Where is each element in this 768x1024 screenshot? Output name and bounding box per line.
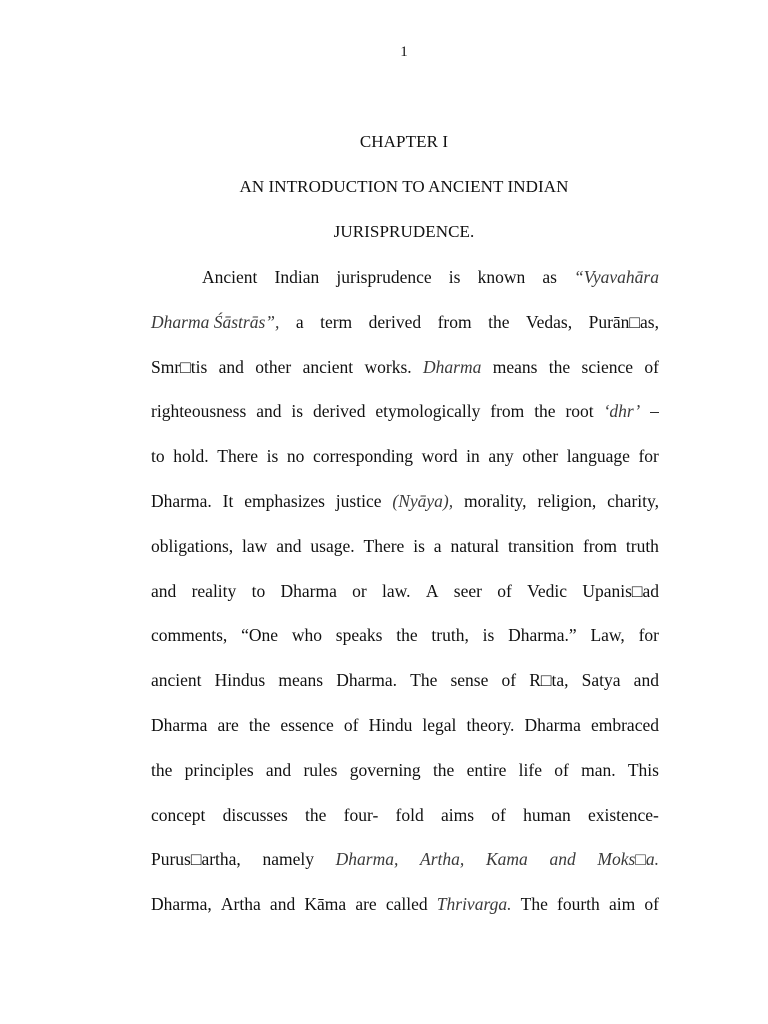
word: and bbox=[633, 670, 659, 691]
word: There bbox=[217, 446, 259, 467]
word: and bbox=[218, 356, 244, 377]
word: of bbox=[497, 580, 512, 601]
word: root bbox=[565, 401, 594, 422]
word: language bbox=[566, 446, 630, 467]
paragraph-line bbox=[151, 396, 659, 441]
word: seer bbox=[453, 580, 482, 601]
word: R□ta, bbox=[529, 670, 569, 691]
word: morality, bbox=[464, 490, 527, 511]
word: the bbox=[432, 759, 455, 780]
word: of bbox=[644, 356, 659, 377]
word: existence- bbox=[587, 804, 659, 825]
italic-word: (Nyāya), bbox=[392, 490, 454, 511]
word: are bbox=[217, 714, 239, 735]
body-paragraph bbox=[151, 262, 659, 934]
word: is bbox=[448, 267, 461, 287]
italic-word: “Vyavahāra bbox=[574, 267, 659, 287]
word: namely bbox=[262, 849, 314, 870]
word: The bbox=[410, 670, 438, 691]
word: Indian bbox=[274, 267, 320, 287]
word: religion, bbox=[537, 490, 597, 511]
paragraph-line bbox=[151, 710, 659, 755]
word: This bbox=[627, 759, 659, 780]
word: the bbox=[396, 625, 418, 646]
word: of bbox=[554, 759, 569, 780]
word: transition bbox=[507, 535, 575, 556]
word: for bbox=[638, 446, 659, 467]
page-number: 1 bbox=[400, 44, 408, 60]
word: etymologically bbox=[375, 401, 481, 422]
word: aims bbox=[440, 804, 475, 825]
word: derived bbox=[312, 401, 366, 422]
italic-word: ‘dhr’ bbox=[603, 401, 641, 422]
word: a bbox=[433, 535, 442, 556]
italic-word: Dharma, bbox=[335, 849, 399, 870]
word: rules bbox=[303, 759, 338, 780]
word: from bbox=[582, 535, 617, 556]
word: no bbox=[286, 446, 305, 467]
word: Vedas, bbox=[525, 311, 573, 332]
word: concept bbox=[151, 804, 206, 825]
word: is bbox=[266, 446, 279, 467]
paragraph-line bbox=[151, 889, 659, 934]
word: the bbox=[548, 356, 571, 377]
word: the bbox=[151, 759, 173, 780]
word: law bbox=[242, 535, 268, 556]
paragraph-line bbox=[151, 352, 659, 397]
word: There bbox=[363, 535, 405, 556]
word: Dharma. bbox=[151, 490, 212, 511]
word: Hindus bbox=[214, 670, 266, 691]
word: the bbox=[248, 714, 271, 735]
word: Smr□tis bbox=[151, 356, 208, 377]
word: the bbox=[534, 401, 556, 422]
word: aim bbox=[608, 894, 636, 915]
word: is bbox=[291, 401, 304, 422]
word: Purān□as, bbox=[588, 311, 659, 332]
word: discusses bbox=[222, 804, 288, 825]
paragraph-line bbox=[151, 531, 659, 576]
word: to bbox=[151, 446, 165, 467]
word: theory. bbox=[466, 714, 515, 735]
word: science bbox=[581, 356, 634, 377]
word: as bbox=[542, 267, 557, 287]
word: justice bbox=[335, 490, 382, 511]
word: the bbox=[488, 311, 510, 332]
word: corresponding bbox=[312, 446, 414, 467]
word: Dharma.” bbox=[508, 625, 577, 646]
paragraph-line bbox=[151, 755, 659, 800]
word: obligations, bbox=[151, 535, 234, 556]
word: reality bbox=[191, 580, 237, 601]
word: emphasizes bbox=[244, 490, 325, 511]
word: and bbox=[151, 580, 177, 601]
word: righteousness bbox=[151, 401, 247, 422]
word: Dharma bbox=[524, 714, 581, 735]
word: derived bbox=[368, 311, 422, 332]
word: Upanis□ad bbox=[582, 580, 659, 601]
word: man. bbox=[581, 759, 616, 780]
word: word bbox=[421, 446, 458, 467]
word: Satya bbox=[581, 670, 621, 691]
paragraph-line bbox=[151, 576, 659, 621]
word: other bbox=[255, 356, 292, 377]
word: fourth bbox=[557, 894, 600, 915]
word: from bbox=[490, 401, 525, 422]
word: Law, bbox=[590, 625, 625, 646]
italic-word: Dharma Śāstrās”, bbox=[151, 311, 280, 332]
word: Hindu bbox=[368, 714, 413, 735]
word: or bbox=[352, 580, 367, 601]
word: known bbox=[477, 267, 526, 287]
word: fold bbox=[395, 804, 424, 825]
word: are bbox=[355, 894, 377, 915]
word: for bbox=[638, 625, 659, 646]
word: and bbox=[276, 535, 302, 556]
word: Purus□artha, bbox=[151, 849, 241, 870]
word: is bbox=[413, 535, 425, 556]
word: legal bbox=[422, 714, 457, 735]
word: of bbox=[343, 714, 359, 735]
word: charity, bbox=[607, 490, 659, 511]
word: ancient bbox=[302, 356, 354, 377]
word: A bbox=[425, 580, 439, 601]
word: life bbox=[518, 759, 542, 780]
italic-word: Dharma bbox=[423, 356, 482, 377]
paragraph-line bbox=[151, 665, 659, 710]
word: It bbox=[222, 490, 234, 511]
word: who bbox=[291, 625, 322, 646]
word: Kāma bbox=[304, 894, 347, 915]
word: “One bbox=[241, 625, 279, 646]
word: principles bbox=[184, 759, 254, 780]
word: to bbox=[251, 580, 266, 601]
word: term bbox=[320, 311, 353, 332]
word: and bbox=[265, 759, 292, 780]
word: means bbox=[278, 670, 324, 691]
word: truth, bbox=[431, 625, 469, 646]
word: truth bbox=[625, 535, 659, 556]
chapter-title-line-2: JURISPRUDENCE. bbox=[333, 222, 475, 241]
word: and bbox=[269, 894, 296, 915]
word: Dharma bbox=[280, 580, 337, 601]
word: any bbox=[488, 446, 514, 467]
italic-word: Kama bbox=[485, 849, 528, 870]
word: Ancient bbox=[202, 267, 258, 287]
word: human bbox=[523, 804, 571, 825]
word: works. bbox=[364, 356, 412, 377]
paragraph-line bbox=[151, 262, 659, 307]
word: governing bbox=[349, 759, 421, 780]
word: law. bbox=[382, 580, 411, 601]
italic-word: Moks□a. bbox=[597, 849, 659, 870]
word: other bbox=[522, 446, 559, 467]
word: The bbox=[520, 894, 548, 915]
chapter-heading: CHAPTER I bbox=[359, 132, 449, 151]
word: sense bbox=[450, 670, 489, 691]
word: and bbox=[256, 401, 282, 422]
word: a bbox=[295, 311, 304, 332]
word: comments, bbox=[151, 625, 228, 646]
word: natural bbox=[450, 535, 500, 556]
paragraph-line bbox=[151, 620, 659, 665]
word: jurisprudence bbox=[336, 267, 432, 287]
word: Dharma bbox=[151, 714, 208, 735]
word: of bbox=[644, 894, 659, 915]
word: – bbox=[650, 401, 659, 422]
word: Artha bbox=[220, 894, 261, 915]
word: essence bbox=[280, 714, 334, 735]
italic-word: and bbox=[549, 849, 576, 870]
paragraph-line bbox=[151, 441, 659, 486]
paragraph-line bbox=[151, 800, 659, 845]
word: is bbox=[482, 625, 495, 646]
word: from bbox=[437, 311, 472, 332]
chapter-title-line-1: AN INTRODUCTION TO ANCIENT INDIAN bbox=[239, 177, 569, 196]
word: Dharma. bbox=[336, 670, 397, 691]
word: usage. bbox=[310, 535, 355, 556]
paragraph-line bbox=[151, 844, 659, 889]
word: Dharma, bbox=[151, 894, 212, 915]
word: embraced bbox=[590, 714, 659, 735]
word: ancient bbox=[151, 670, 202, 691]
word: entire bbox=[466, 759, 507, 780]
word: of bbox=[501, 670, 517, 691]
word: Vedic bbox=[527, 580, 568, 601]
paragraph-line bbox=[151, 486, 659, 531]
word: of bbox=[491, 804, 506, 825]
word: hold. bbox=[173, 446, 209, 467]
word: in bbox=[466, 446, 480, 467]
word: means bbox=[492, 356, 538, 377]
word: the bbox=[305, 804, 327, 825]
word: called bbox=[385, 894, 428, 915]
paragraph-line bbox=[151, 307, 659, 352]
word: four- bbox=[343, 804, 379, 825]
italic-word: Artha, bbox=[420, 849, 465, 870]
word: speaks bbox=[335, 625, 383, 646]
italic-word: Thrivarga. bbox=[436, 894, 512, 915]
